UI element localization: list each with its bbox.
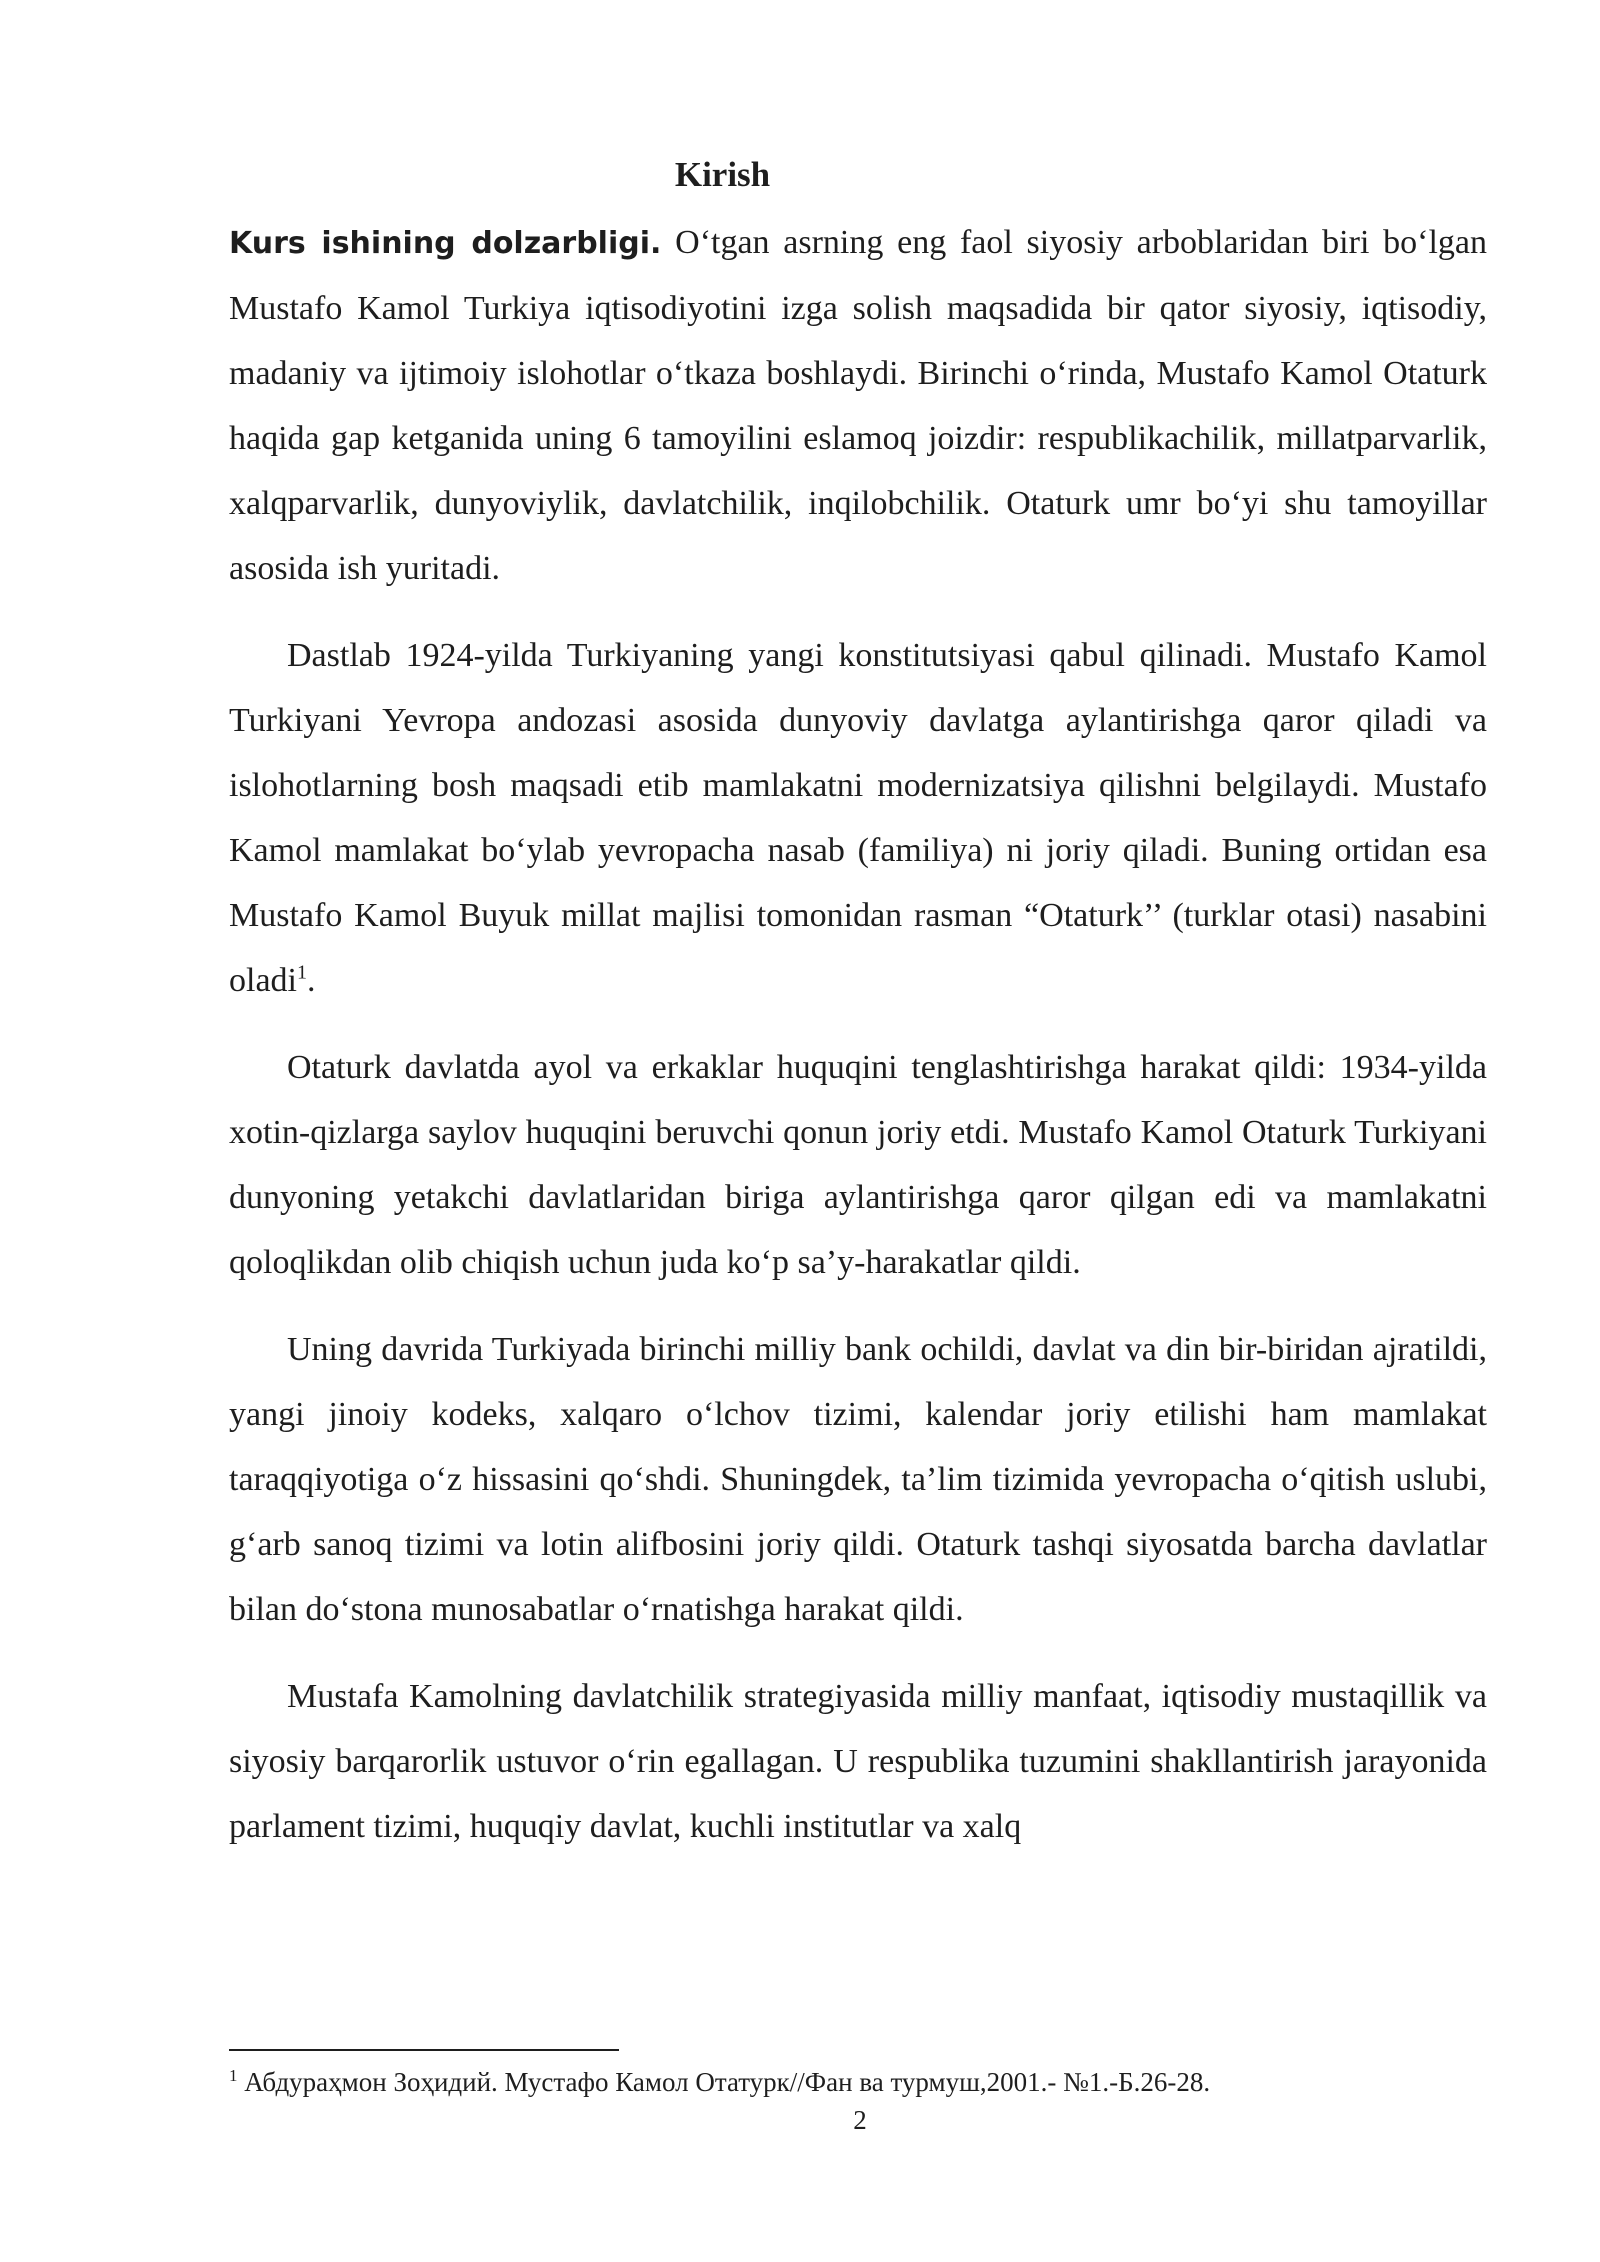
footnote-reference[interactable]: 1 [296,961,307,984]
paragraph-2 [229,623,1487,1013]
paragraph-tail: . [306,962,316,999]
footnote-text: Абдураҳмон Зоҳидий. Мустафо Камол Отатурк//Фан ва турмуш,2001.- №1.-Б.26-28. [237,2067,1211,2097]
paragraph-lead: Kurs ishining dolzarbligi. [229,226,662,261]
paragraph-1 [229,210,1487,601]
body-text [229,210,1487,1881]
paragraph-text: Otaturk davlatda ayol va erkaklar huquqini tenglashtirishga harakat qildi: 1934-yilda xotin-qizlarga saylov huquqini beruvchi qonun joriy etdi. Mustafo Kamol Otaturk Turkiyani dunyoning yetakchi davlatlaridan biriga aylantirishga qaror qilgan edi va mamlakatni qoloqlikdan olib chiqish uchun juda ko‘p sa’y-harakatlar qildi. [229,1049,1487,1281]
page-number: 2 [853,2105,867,2135]
paragraph-text: Mustafa Kamolning davlatchilik strategiyasida milliy manfaat, iqtisodiy mustaqillik va siyosiy barqarorlik ustuvor o‘rin egallagan. U respublika tuzumini shakllantirish jarayonida parlament tizimi, huquqiy davlat, kuchli institutlar va xalq [229,1678,1487,1845]
footnote-marker: 1 [229,2066,238,2085]
paragraph-5 [229,1664,1487,1859]
paragraph-text: O‘tgan asrning eng faol siyosiy arboblaridan biri bo‘lgan Mustafo Kamol Turkiya iqtisodiyotini izga solish maqsadida bir qator siyosiy, iqtisodiy, madaniy va ijtimoiy islohotlar o‘tkaza boshlaydi. Birinchi o‘rinda, Mustafo Kamol Otaturk haqida gap ketganida uning 6 tamoyilini eslamoq joizdir: respublikachilik, millatparvarlik, xalqparvarlik, dunyoviylik, davlatchilik, inqilobchilik. Otaturk umr bo‘yi shu tamoyillar asosida ish yuritadi. [229,224,1487,587]
page-title: Kirish [674,155,771,194]
footnote-separator [229,2049,619,2051]
paragraph-text: Uning davrida Turkiyada birinchi milliy bank ochildi, davlat va din bir-biridan ajratildi, yangi jinoiy kodeks, xalqaro o‘lchov tizimi, kalendar joriy etilishi ham mamlakat taraqqiyotiga o‘z hissasini qo‘shdi. Shuningdek, ta’lim tizimida yevropacha o‘qitish uslubi, g‘arb sanoq tizimi va lotin alifbosini joriy qildi. Otaturk tashqi siyosatda barcha davlatlar bilan do‘stona munosabatlar o‘rnatishga harakat qildi. [229,1331,1487,1628]
paragraph-3 [229,1035,1487,1295]
paragraph-4 [229,1317,1487,1642]
footnote [229,2064,1210,2100]
paragraph-text: Dastlab 1924-yilda Turkiyaning yangi konstitutsiyasi qabul qilinadi. Mustafo Kamol Turkiyani Yevropa andozasi asosida dunyoviy davlatga aylantirishga qaror qiladi va islohotlarning bosh maqsadi etib mamlakatni modernizatsiya qilishni belgilaydi. Mustafo Kamol mamlakat bo‘ylab yevropacha nasab (familiya) ni joriy qiladi. Buning ortidan esa Mustafo Kamol Buyuk millat majlisi tomonidan rasman “Otaturk’’ (turklar otasi) nasabini oladi [229,637,1487,999]
